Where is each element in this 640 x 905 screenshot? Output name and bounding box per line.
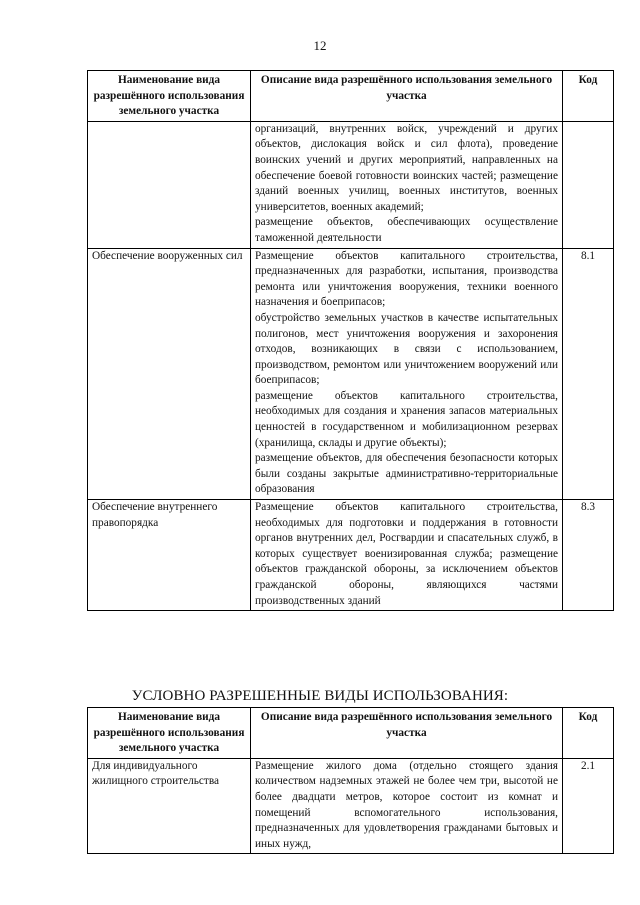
table-row (88, 121, 614, 248)
row-name: Для индивидуального жилищного строительства (88, 758, 251, 854)
description-paragraph: размещение объектов капитального строительства, необходимых для создания и хранения запасов материальных ценностей в государственном и мобилизационном резервах (хранилища, склады и другие объекты); (255, 389, 558, 449)
header-name: Наименование вида разрешённого использования земельного участка (88, 708, 251, 759)
row-name (88, 121, 251, 248)
table-header-row (88, 708, 614, 759)
description-paragraph: размещение объектов, обеспечивающих осуществление таможенной деятельности (255, 216, 558, 244)
row-description (251, 500, 563, 611)
row-description (251, 248, 563, 500)
table-row (88, 248, 614, 500)
description-paragraph: Размещение объектов капитального строительства, необходимых для подготовки и поддержания в готовности органов внутренних дел, Росгвардии и спасательных служб, в которых существует военизированная служба; размещение объектов гражданской обороны, за исключением объектов гражданской обороны, являющихся частями производственных зданий (255, 501, 558, 607)
row-code (563, 121, 614, 248)
header-code: Код (563, 708, 614, 759)
row-description (251, 758, 563, 854)
row-code: 8.1 (563, 248, 614, 500)
table-row (88, 500, 614, 611)
row-code: 8.3 (563, 500, 614, 611)
row-description (251, 121, 563, 248)
section-heading: УСЛОВНО РАЗРЕШЕННЫЕ ВИДЫ ИСПОЛЬЗОВАНИЯ: (131, 688, 509, 704)
land-use-table-conditional (87, 707, 614, 854)
header-description: Описание вида разрешённого использования земельного участка (251, 71, 563, 122)
description-paragraph: организаций, внутренних войск, учреждений и других объектов, дислокация войск и сил флота), проведение воинских учений и других мероприятий, направленных на обеспечение боевой готовности воинских частей; размещение зданий военных училищ, военных институтов, военных университетов, военных академий; (255, 122, 558, 213)
row-name: Обеспечение внутреннего правопорядка (88, 500, 251, 611)
header-name: Наименование вида разрешённого использования земельного участка (88, 71, 251, 122)
header-code: Код (563, 71, 614, 122)
land-use-table-main (87, 70, 614, 611)
page-number: 12 (313, 38, 327, 53)
row-code: 2.1 (563, 758, 614, 854)
description-paragraph: размещение объектов, для обеспечения безопасности которых были созданы закрытые административно-территориальные образования (255, 452, 558, 496)
description-paragraph: обустройство земельных участков в качестве испытательных полигонов, мест уничтожения вооружения и захоронения отходов, возникающих в связи с использованием, производством, ремонтом или уничтожением вооружений или боеприпасов; (255, 311, 558, 387)
description-paragraph: Размещение объектов капитального строительства, предназначенных для разработки, испытания, производства ремонта или уничтожения вооружения, техники военного назначения и боеприпасов; (255, 249, 558, 309)
table-row (88, 758, 614, 854)
header-description: Описание вида разрешённого использования земельного участка (251, 708, 563, 759)
row-name: Обеспечение вооруженных сил (88, 248, 251, 500)
description-paragraph: Размещение жилого дома (отдельно стоящего здания количеством надземных этажей не более чем три, высотой не более двадцати метров, которое состоит из комнат и помещений вспомогательного использования, предназначенных для удовлетворения гражданами бытовых и иных нужд, (255, 759, 558, 850)
table-header-row (88, 71, 614, 122)
